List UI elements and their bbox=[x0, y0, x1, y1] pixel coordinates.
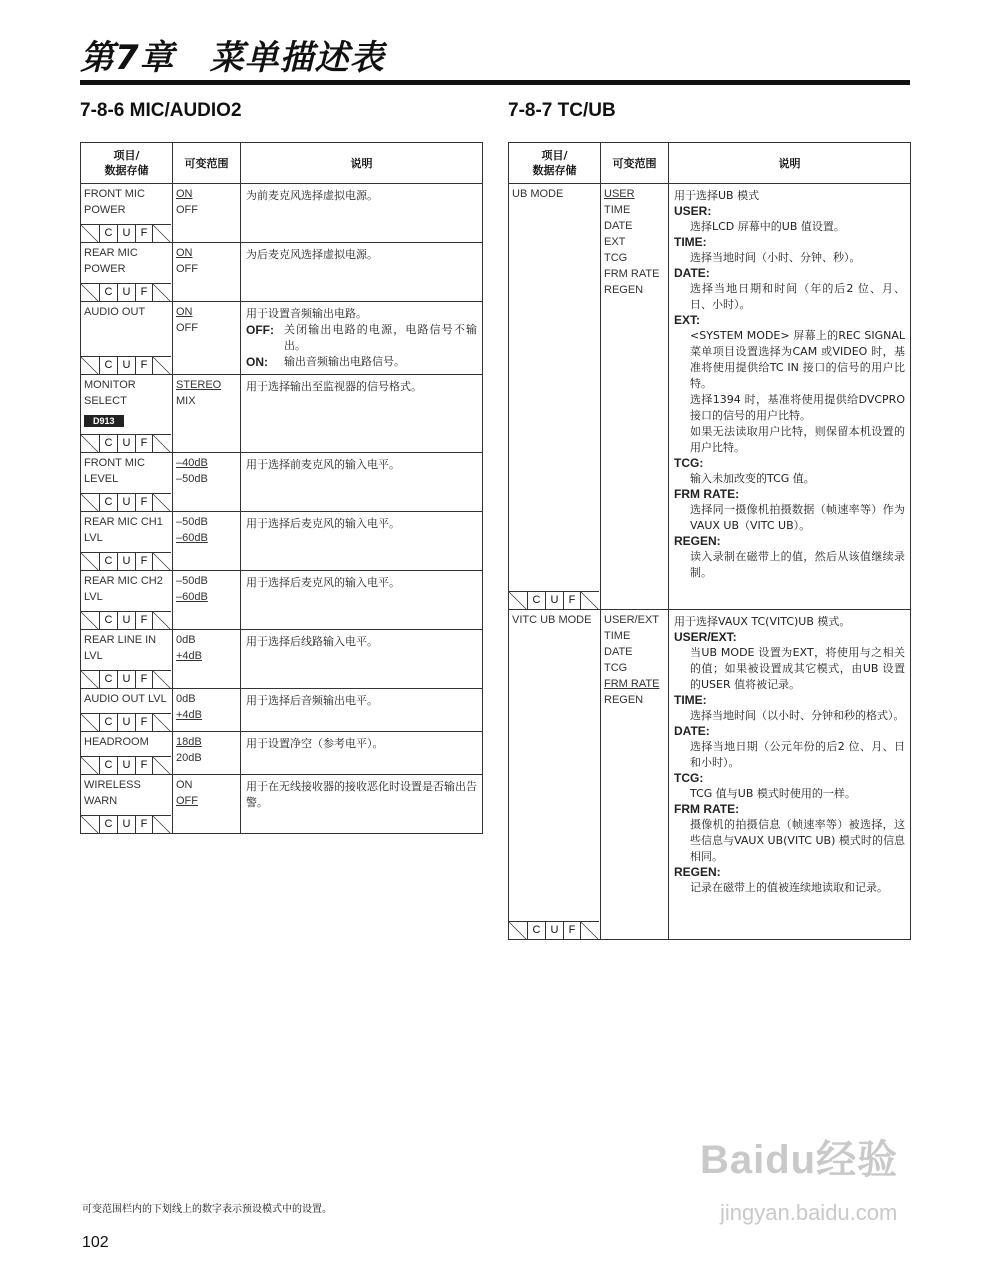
table-row-headroom bbox=[81, 732, 483, 775]
description-cell: 用于选择后麦克风的输入电平。 bbox=[241, 512, 483, 571]
description-cell: 用于在无线接收器的接收恶化时设置是否输出告警。 bbox=[241, 775, 483, 834]
column-header-range: 可变范围 bbox=[601, 143, 669, 184]
table-row-audio-out bbox=[81, 302, 483, 375]
table-row-rear-mic-ch1-lvl bbox=[81, 512, 483, 571]
cuf-indicator: C U F bbox=[81, 552, 171, 570]
range-cell: ON OFF bbox=[173, 302, 241, 375]
item-cell: REAR MIC CH2 LVL C U F bbox=[81, 571, 173, 630]
table-row-wireless-warn bbox=[81, 775, 483, 834]
item-cell: AUDIO OUT C U F bbox=[81, 302, 173, 375]
range-cell: –50dB –60dB bbox=[173, 512, 241, 571]
item-cell: HEADROOM C U F bbox=[81, 732, 173, 775]
table-row-ub-mode bbox=[509, 184, 911, 610]
table-row-rear-line-in-lvl bbox=[81, 630, 483, 689]
item-cell: WIRELESS WARN C U F bbox=[81, 775, 173, 834]
column-header-item: 项目/ 数据存储 bbox=[81, 143, 173, 184]
cuf-indicator: C U F bbox=[81, 356, 171, 374]
item-cell: REAR LINE IN LVL C U F bbox=[81, 630, 173, 689]
description-cell: 为前麦克风选择虚拟电源。 bbox=[241, 184, 483, 243]
cuf-indicator: C U F bbox=[81, 434, 171, 452]
item-cell: FRONT MIC LEVEL C U F bbox=[81, 453, 173, 512]
table-header-row bbox=[509, 143, 911, 184]
table-row-rear-mic-ch2-lvl bbox=[81, 571, 483, 630]
table-row-front-mic-level bbox=[81, 453, 483, 512]
item-cell: REAR MIC CH1 LVL C U F bbox=[81, 512, 173, 571]
cuf-indicator: C U F bbox=[81, 611, 171, 629]
cuf-indicator: C U F bbox=[81, 493, 171, 511]
range-cell: ON OFF bbox=[173, 243, 241, 302]
range-cell: USER/EXT TIME DATE TCG FRM RATE REGEN bbox=[601, 610, 669, 940]
item-cell: REAR MIC POWER C U F bbox=[81, 243, 173, 302]
model-badge: D913 bbox=[84, 415, 124, 427]
tc-ub-table bbox=[508, 142, 911, 940]
watermark bbox=[700, 1128, 930, 1243]
description-cell: 用于设置净空（参考电平）。 bbox=[241, 732, 483, 775]
table-row-vitc-ub-mode bbox=[509, 610, 911, 940]
item-cell: MONITOR SELECT D913 C U F bbox=[81, 375, 173, 453]
description-cell: 用于选择输出至监视器的信号格式。 bbox=[241, 375, 483, 453]
range-cell: 0dB +4dB bbox=[173, 689, 241, 732]
table-row-audio-out-lvl bbox=[81, 689, 483, 732]
watermark-logo: Baidu经验 bbox=[700, 1138, 899, 1182]
range-cell: 0dB +4dB bbox=[173, 630, 241, 689]
range-cell: ON OFF bbox=[173, 184, 241, 243]
description-cell: 用于选择后音频输出电平。 bbox=[241, 689, 483, 732]
section-title-tc-ub: 7-8-7 TC/UB bbox=[508, 100, 616, 121]
table-row-monitor-select bbox=[81, 375, 483, 453]
table-row-front-mic-power bbox=[81, 184, 483, 243]
table-row-rear-mic-power bbox=[81, 243, 483, 302]
description-cell: 用于选择UB 模式 USER: 选择LCD 屏幕中的UB 值设置。 TIME: 选择当地时间（小时、分钟、秒）。 DATE: 选择当地日期和时间（年的后2 位、月、日、小时）。 EXT: <SYSTEM MODE> 屏幕上的REC SIGNAL 菜单项目设置选择为CAM 或VIDEO 时，基准将使用提供给TC IN 接口的信号的用户比特。 选择1394 时，基准将使用提供给DVCPRO 接口的信号的用户比特。 如果无法读取用户比特，则保留本机设置的用户比特。 TCG: 输入未加改变的TCG 值。 FRM RATE: 选择同一摄像机拍摄数据（帧速率等）作为VAUX UB（VITC UB）。 REGEN: 读入录制在磁带上的值，然后从该值继续录制。 bbox=[669, 184, 911, 610]
item-cell: UB MODE C U F bbox=[509, 184, 601, 610]
cuf-indicator: C U F bbox=[81, 224, 171, 242]
section-title-mic-audio2: 7-8-6 MIC/AUDIO2 bbox=[80, 100, 242, 121]
range-cell: STEREO MIX bbox=[173, 375, 241, 453]
column-header-item: 项目/ 数据存储 bbox=[509, 143, 601, 184]
range-cell: ON OFF bbox=[173, 775, 241, 834]
description-cell: 用于选择VAUX TC(VITC)UB 模式。 USER/EXT: 当UB MODE 设置为EXT，将使用与之相关的值；如果被设置成其它模式，由UB 设置的USER 值将被记录。 TIME: 选择当地时间（以小时、分钟和秒的格式）。 DATE: 选择当地日期（公元年份的后2 位、月、日和小时）。 TCG: TCG 值与UB 模式时使用的一样。 FRM RATE: 摄像机的拍摄信息（帧速率等）被选择，这些信息与VAUX UB(VITC UB) 模式时的信息相同。 REGEN: 记录在磁带上的值被连续地读取和记录。 bbox=[669, 610, 911, 940]
watermark-url: jingyan.baidu.com bbox=[720, 1200, 898, 1225]
page-number: 102 bbox=[82, 1234, 109, 1251]
description-cell: 用于选择前麦克风的输入电平。 bbox=[241, 453, 483, 512]
description-cell: 用于选择后麦克风的输入电平。 bbox=[241, 571, 483, 630]
range-cell: –50dB –60dB bbox=[173, 571, 241, 630]
mic-audio2-table bbox=[80, 142, 483, 834]
range-cell: 18dB 20dB bbox=[173, 732, 241, 775]
cuf-indicator: C U F bbox=[81, 756, 171, 774]
column-header-description: 说明 bbox=[241, 143, 483, 184]
column-header-description: 说明 bbox=[669, 143, 911, 184]
chapter-title: 第7章 菜单描述表 bbox=[80, 38, 385, 78]
cuf-indicator: C U F bbox=[81, 815, 171, 833]
range-cell: –40dB –50dB bbox=[173, 453, 241, 512]
item-cell: VITC UB MODE C U F bbox=[509, 610, 601, 940]
table-header-row bbox=[81, 143, 483, 184]
description-cell: 为后麦克风选择虚拟电源。 bbox=[241, 243, 483, 302]
cuf-indicator: C U F bbox=[81, 670, 171, 688]
cuf-indicator: C U F bbox=[509, 591, 599, 609]
item-cell: AUDIO OUT LVL C U F bbox=[81, 689, 173, 732]
cuf-indicator: C U F bbox=[509, 921, 599, 939]
cuf-indicator: C U F bbox=[81, 713, 171, 731]
description-cell: 用于选择后线路输入电平。 bbox=[241, 630, 483, 689]
cuf-indicator: C U F bbox=[81, 283, 171, 301]
title-rule bbox=[80, 80, 910, 85]
column-header-range: 可变范围 bbox=[173, 143, 241, 184]
footnote: 可变范围栏内的下划线上的数字表示预设模式中的设置。 bbox=[82, 1204, 332, 1215]
item-cell: FRONT MIC POWER C U F bbox=[81, 184, 173, 243]
description-cell: 用于设置音频输出电路。 OFF: 关闭输出电路的电源，电路信号不输出。 ON: 输出音频输出电路信号。 bbox=[241, 302, 483, 375]
range-cell: USER TIME DATE EXT TCG FRM RATE REGEN bbox=[601, 184, 669, 610]
